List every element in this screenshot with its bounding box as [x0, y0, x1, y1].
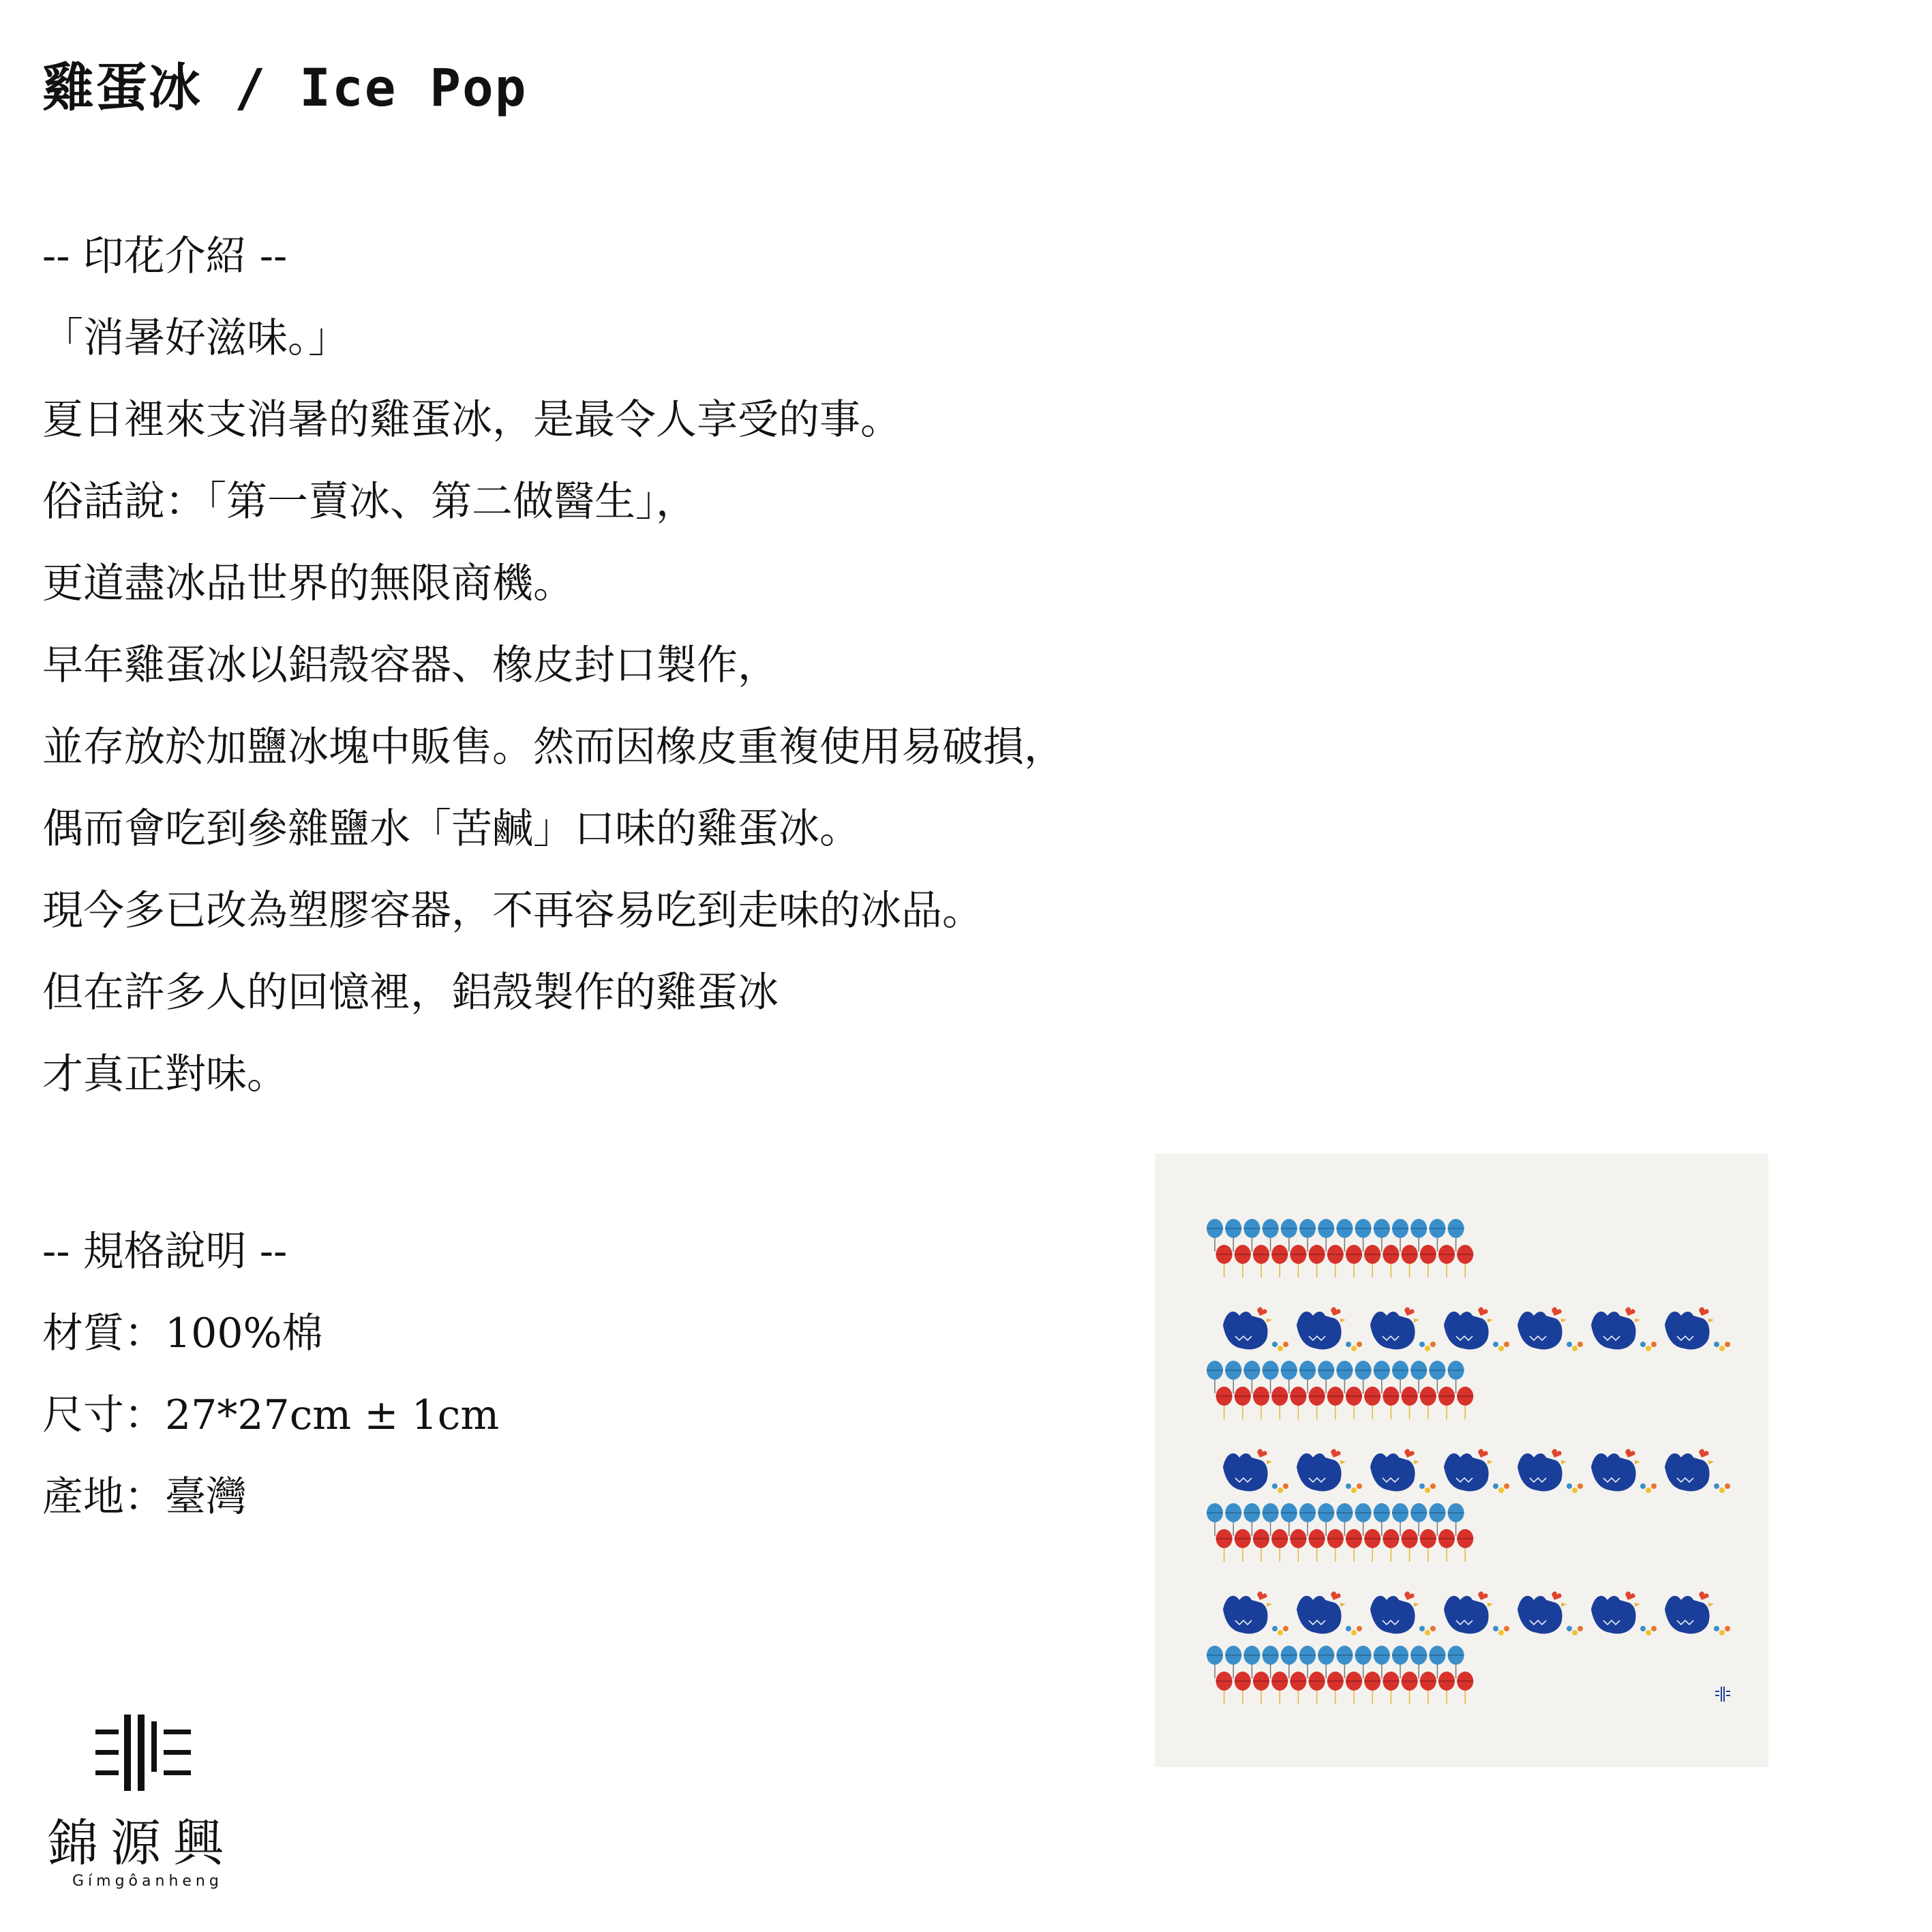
egg-icon	[1346, 1483, 1351, 1489]
egg-icon	[1430, 1626, 1436, 1631]
hen-icon	[1223, 1308, 1272, 1350]
egg-icon	[1357, 1483, 1362, 1489]
egg-icon	[1278, 1346, 1283, 1351]
brand-romanized: Gímgôanheng	[72, 1873, 223, 1890]
egg-icon	[1278, 1630, 1283, 1635]
hen-icon	[1370, 1592, 1419, 1634]
egg-icon	[1572, 1488, 1578, 1493]
hen-icon	[1518, 1592, 1567, 1634]
egg-icon	[1504, 1342, 1509, 1347]
egg-icon	[1498, 1488, 1504, 1493]
egg-icon	[1351, 1630, 1357, 1635]
hen-icon	[1518, 1449, 1567, 1492]
egg-icon	[1346, 1626, 1351, 1631]
egg-icon	[1357, 1626, 1362, 1631]
egg-icon	[1578, 1483, 1583, 1489]
spec-material: 材質：100%棉	[42, 1310, 323, 1357]
hen-icon	[1370, 1308, 1419, 1350]
egg-icon	[1419, 1342, 1425, 1347]
egg-icon	[1714, 1483, 1719, 1489]
hen-icon	[1444, 1449, 1493, 1492]
egg-icon	[1351, 1346, 1357, 1351]
egg-icon	[1725, 1483, 1730, 1489]
egg-icon	[1651, 1483, 1657, 1489]
egg-icon	[1278, 1488, 1283, 1493]
hen-icon	[1591, 1449, 1640, 1492]
specs-list	[42, 1293, 499, 1538]
intro-line: 「消暑好滋味。」	[42, 314, 349, 362]
egg-icon	[1493, 1342, 1498, 1347]
egg-icon	[1567, 1483, 1572, 1489]
egg-icon	[1725, 1342, 1730, 1347]
hen-icon	[1297, 1592, 1346, 1634]
egg-icon	[1283, 1626, 1288, 1631]
egg-icon	[1498, 1630, 1504, 1635]
egg-icon	[1283, 1483, 1288, 1489]
print-intro-heading: -- 印花介紹 --	[42, 232, 288, 280]
egg-icon	[1504, 1626, 1509, 1631]
egg-icon	[1578, 1342, 1583, 1347]
egg-icon	[1567, 1342, 1572, 1347]
hen-icon	[1665, 1308, 1714, 1350]
brand-name: 錦源興	[48, 1814, 236, 1873]
egg-icon	[1272, 1483, 1278, 1489]
egg-icon	[1719, 1630, 1725, 1635]
brand-logo	[48, 1715, 266, 1899]
egg-icon	[1646, 1488, 1651, 1493]
ice-pop-hen-pattern	[1155, 1153, 1768, 1767]
intro-line: 更道盡冰品世界的無限商機。	[42, 560, 574, 607]
hen-icon	[1444, 1308, 1493, 1350]
egg-icon	[1430, 1483, 1436, 1489]
hen-icon	[1223, 1449, 1272, 1492]
hen-icon	[1591, 1592, 1640, 1634]
hen-icon	[1223, 1592, 1272, 1634]
egg-icon	[1498, 1346, 1504, 1351]
egg-icon	[1651, 1626, 1657, 1631]
hen-icon	[1665, 1449, 1714, 1492]
egg-icon	[1640, 1342, 1646, 1347]
egg-icon	[1351, 1488, 1357, 1493]
egg-icon	[1640, 1626, 1646, 1631]
egg-icon	[1578, 1626, 1583, 1631]
hen-icon	[1518, 1308, 1567, 1350]
egg-icon	[1504, 1483, 1509, 1489]
egg-icon	[1346, 1342, 1351, 1347]
brand-mark-icon	[95, 1715, 198, 1791]
egg-icon	[1640, 1483, 1646, 1489]
specs-heading: -- 規格說明 --	[42, 1228, 288, 1276]
print-preview	[1155, 1153, 1768, 1767]
hen-icon	[1370, 1449, 1419, 1492]
egg-icon	[1272, 1626, 1278, 1631]
intro-line: 並存放於加鹽冰塊中販售。然而因橡皮重複使用易破損，	[42, 723, 1065, 771]
egg-icon	[1725, 1626, 1730, 1631]
egg-icon	[1425, 1346, 1430, 1351]
egg-icon	[1646, 1346, 1651, 1351]
egg-icon	[1719, 1488, 1725, 1493]
hen-icon	[1297, 1308, 1346, 1350]
egg-icon	[1567, 1626, 1572, 1631]
egg-icon	[1572, 1346, 1578, 1351]
egg-icon	[1714, 1342, 1719, 1347]
intro-line: 但在許多人的回憶裡，鋁殼製作的雞蛋冰	[42, 969, 779, 1016]
hen-icon	[1444, 1592, 1493, 1634]
egg-icon	[1493, 1626, 1498, 1631]
intro-line: 才真正對味。	[42, 1051, 288, 1098]
egg-icon	[1651, 1342, 1657, 1347]
spec-size: 尺寸：27*27cm ± 1cm	[42, 1391, 500, 1439]
egg-icon	[1719, 1346, 1725, 1351]
egg-icon	[1283, 1342, 1288, 1347]
hen-icon	[1297, 1449, 1346, 1492]
hen-icon	[1665, 1592, 1714, 1634]
intro-line: 俗話說：「第一賣冰、第二做醫生」，	[42, 478, 697, 526]
egg-icon	[1425, 1630, 1430, 1635]
page-title: 雞蛋冰 / Ice Pop	[42, 57, 528, 118]
spec-origin: 產地：臺灣	[42, 1473, 247, 1521]
egg-icon	[1425, 1488, 1430, 1493]
intro-line: 偶而會吃到參雜鹽水「苦鹹」口味的雞蛋冰。	[42, 805, 860, 853]
egg-icon	[1646, 1630, 1651, 1635]
brand-mark-small-icon	[1715, 1687, 1730, 1702]
egg-icon	[1430, 1342, 1436, 1347]
intro-line: 早年雞蛋冰以鋁殼容器、橡皮封口製作，	[42, 642, 779, 689]
egg-icon	[1419, 1483, 1425, 1489]
hen-icon	[1591, 1308, 1640, 1350]
egg-icon	[1572, 1630, 1578, 1635]
egg-icon	[1357, 1342, 1362, 1347]
print-intro-text	[42, 297, 1065, 1115]
intro-line: 夏日裡來支消暑的雞蛋冰，是最令人享受的事。	[42, 396, 901, 444]
egg-icon	[1714, 1626, 1719, 1631]
egg-icon	[1493, 1483, 1498, 1489]
egg-icon	[1272, 1342, 1278, 1347]
egg-icon	[1419, 1626, 1425, 1631]
intro-line: 現今多已改為塑膠容器，不再容易吃到走味的冰品。	[42, 887, 983, 935]
